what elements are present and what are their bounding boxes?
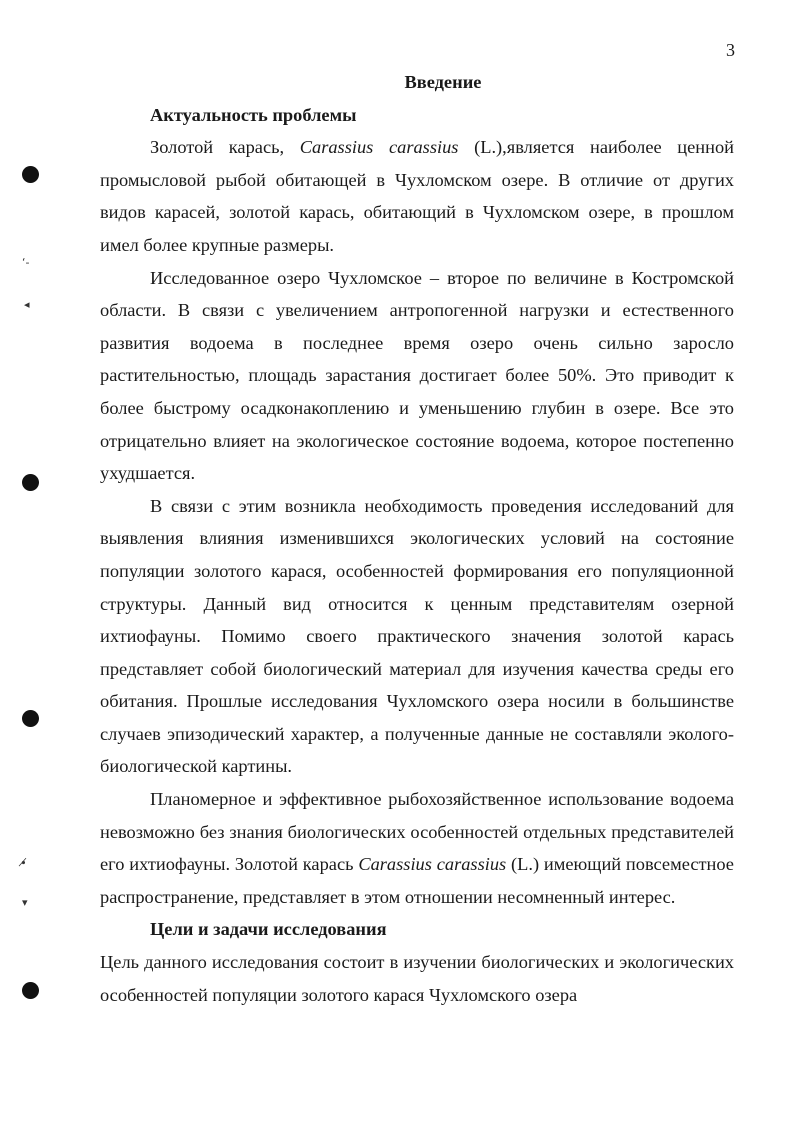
punch-hole-mark <box>22 710 39 727</box>
document-body <box>100 66 734 1011</box>
goals-heading: Цели и задачи исследования <box>150 919 387 940</box>
paragraph-1: Золотой карась, Carassius carassius (L.),является наиболее ценной промысловой рыбой обитающей в Чухломском озере. В отличие от других видов карасей, золотой карась, обитающий в Чухломском озере, в прошлом имел более крупные размеры. <box>100 137 734 255</box>
scan-speck: ◂ <box>24 298 30 311</box>
species-name: Carassius carassius <box>299 137 459 158</box>
scan-speck: ▾ <box>22 896 28 909</box>
paragraph-2: Исследованное озеро Чухломское – второе по величине в Костромской области. В связи с увеличением антропогенной нагрузки и естественного развития водоема в последнее время озеро очень сильно заросло растительностью, площадь зарастания достигает более 50%. Это приводит к более быстрому осадконакоплению и уменьшению глубин в озере. Все это отрицательно влияет на экологическое состояние водоема, которое постепенно ухудшается. <box>100 267 734 484</box>
page-number: 3 <box>726 40 735 60</box>
page-title: Введение <box>404 72 482 92</box>
relevance-heading: Актуальность проблемы <box>150 104 357 125</box>
paragraph-5: Цель данного исследования состоит в изучении биологических и экологических особенностей популяции золотого карася Чухломского озера <box>100 952 734 1005</box>
scan-speck: ‘- <box>22 256 30 269</box>
scan-speck: ∙̸ <box>20 856 27 869</box>
paragraph-4: Планомерное и эффективное рыбохозяйственное использование водоема невозможно без знания биологических особенностей отдельных представителей его ихтиофауны. Золотой карась Carassius carassius (L.) имеющий повсеместное распространение, представляет в этом отношении несомненный интерес. <box>100 789 734 907</box>
punch-hole-mark <box>22 474 39 491</box>
species-name: Carassius carassius <box>358 854 507 875</box>
paragraph-3: В связи с этим возникла необходимость проведения исследований для выявления влияния изменившихся экологических условий на состояние популяции золотого карася, особенностей формирования его популяционной структуры. Данный вид относится к ценным представителям озерной ихтиофауны. Помимо своего практического значения золотой карась представляет собой биологический материал для изучения качества среды его обитания. Прошлые исследования Чухломского озера носили в большинстве случаев эпизодический характер, а полученные данные не составляли эколого-биологической картины. <box>100 495 734 777</box>
punch-hole-mark <box>22 166 39 183</box>
punch-hole-mark <box>22 982 39 999</box>
